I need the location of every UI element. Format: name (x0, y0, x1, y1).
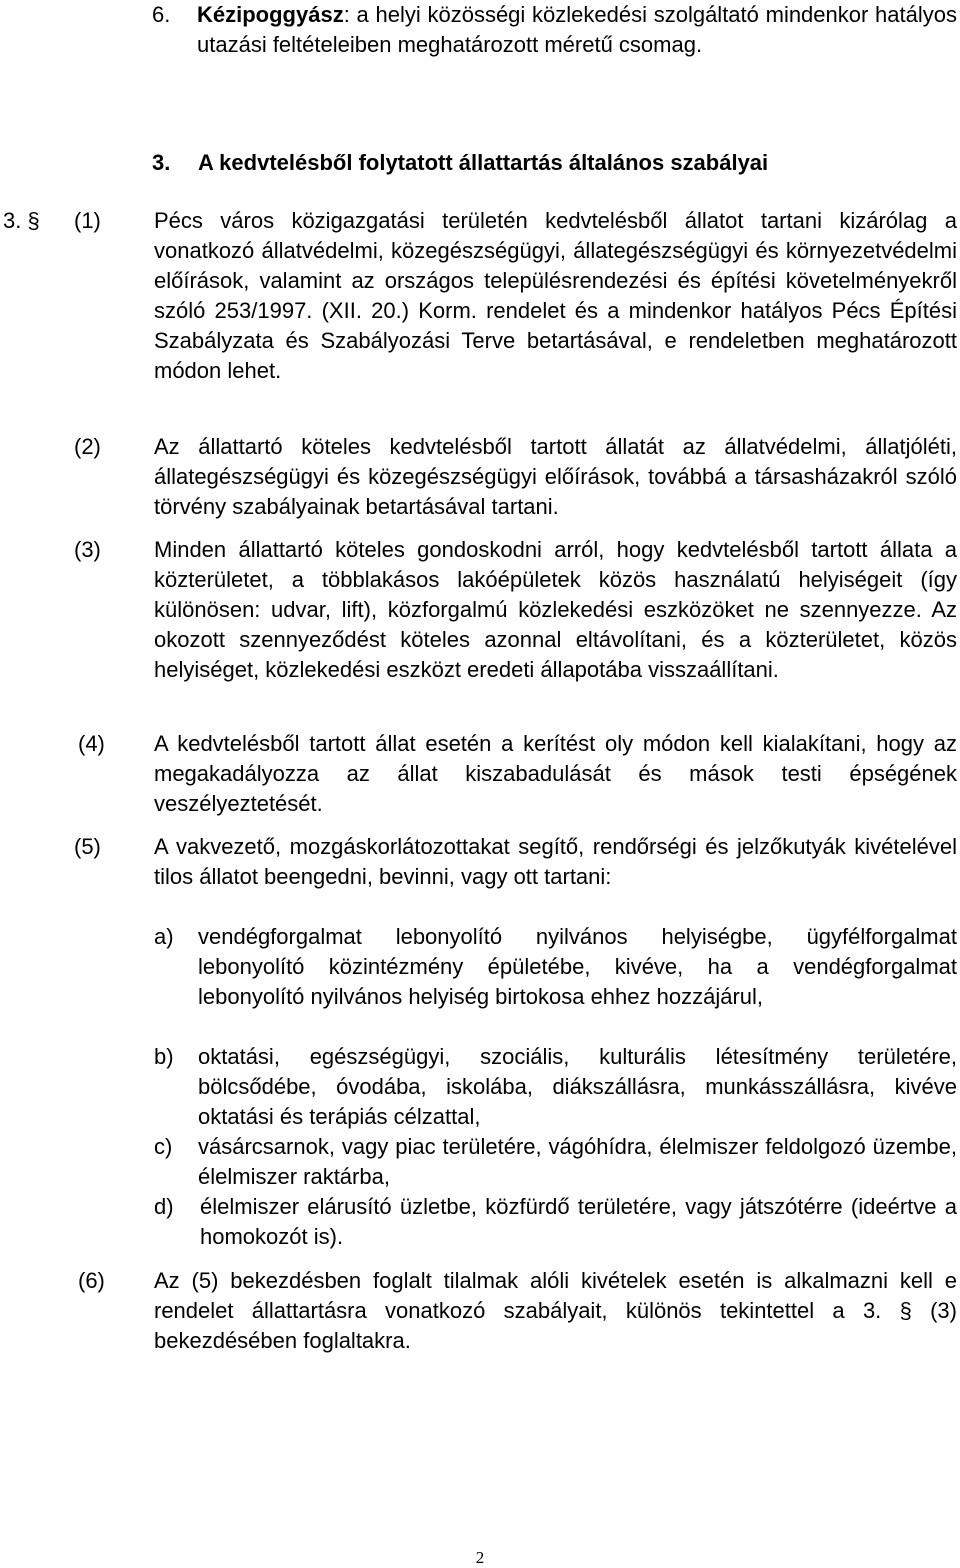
list-item-text: oktatási, egészségügyi, szociális, kulturális létesítmény területére, bölcsődébe, óvodába, iskolába, diákszállásra, munkásszállásra, kivéve oktatási és terápiás célzattal, (198, 1044, 957, 1129)
paragraph-text: A vakvezető, mozgáskorlátozottakat segítő, rendőrségi és jelzőkutyák kivételével tilos állatot beengedni, bevinni, vagy ott tartani: (154, 834, 957, 889)
list-item-text: élelmiszer elárusító üzletbe, közfürdő területére, vagy játszótérre (ideértve a homokozót is). (200, 1194, 957, 1249)
section-heading: A kedvtelésből folytatott állattartás általános szabályai (198, 150, 769, 175)
paragraph-number: (4) (78, 731, 105, 756)
definition-item (197, 0, 957, 60)
item-number: 6. (152, 2, 171, 27)
paragraph-text: Pécs város közigazgatási területén kedvtelésből állatot tartani kizárólag a vonatkozó állatvédelmi, közegészségügyi, állategészségügyi és környezetvédelmi előírások, valamint az országos településrendezési és építési követelményekről szóló 253/1997. (XII. 20.) Korm. rendelet és a mindenkor hatályos Pécs Építési Szabályzata és Szabályozási Terve betartásával, e rendeletben meghatározott módon lehet. (154, 208, 957, 383)
definition-term: Kézipoggyász (197, 2, 344, 27)
list-item-text: vendégforgalmat lebonyolító nyilvános helyiségbe, ügyfélforgalmat lebonyolító közintézmény épületébe, kivéve, ha a vendégforgalmat lebonyolító nyilvános helyiség birtokosa ehhez hozzájárul, (198, 924, 957, 1009)
paragraph-number: (2) (74, 434, 101, 459)
list-item-letter: b) (154, 1044, 174, 1069)
list-item-letter: d) (154, 1194, 174, 1219)
paragraph-number: (1) (74, 208, 101, 233)
section-marker: 3. § (3, 208, 40, 233)
list-item-letter: c) (154, 1134, 173, 1159)
page-number: 2 (475, 1548, 485, 1567)
paragraph-number: (5) (74, 834, 101, 859)
paragraph-text: Minden állattartó köteles gondoskodni arról, hogy kedvtelésből tartott állata a közterületet, a többlakásos lakóépületek közös használatú helyiségeit (így különösen: udvar, lift), közforgalmú közlekedési eszközöket ne szennyezze. Az okozott szennyeződést köteles azonnal eltávolítani, és a közterületet, közös helyiséget, közlekedési eszközt eredeti állapotába visszaállítani. (154, 537, 957, 682)
paragraph-number: (3) (74, 537, 101, 562)
section-heading-number: 3. (152, 150, 171, 175)
paragraph-text: Az (5) bekezdésben foglalt tilalmak alóli kivételek esetén is alkalmazni kell e rendelet állattartásra vonatkozó szabályait, különös tekintettel a 3. § (3) bekezdésében foglaltakra. (154, 1268, 957, 1353)
paragraph-number: (6) (78, 1268, 105, 1293)
list-item-letter: a) (154, 924, 174, 949)
list-item-text: vásárcsarnok, vagy piac területére, vágóhídra, élelmiszer feldolgozó üzembe, élelmiszer raktárba, (198, 1134, 957, 1189)
definition-text: : a helyi közösségi közlekedési szolgáltató mindenkor hatályos utazási feltételeiben meghatározott méretű csomag. (197, 2, 957, 57)
paragraph-text: Az állattartó köteles kedvtelésből tartott állatát az állatvédelmi, állatjóléti, állategészségügyi és közegészségügyi előírások, továbbá a társasházakról szóló törvény szabályainak betartásával tartani. (154, 434, 957, 519)
paragraph-text: A kedvtelésből tartott állat esetén a kerítést oly módon kell kialakítani, hogy az megakadályozza az állat kiszabadulását és mások testi épségének veszélyeztetését. (154, 731, 957, 816)
